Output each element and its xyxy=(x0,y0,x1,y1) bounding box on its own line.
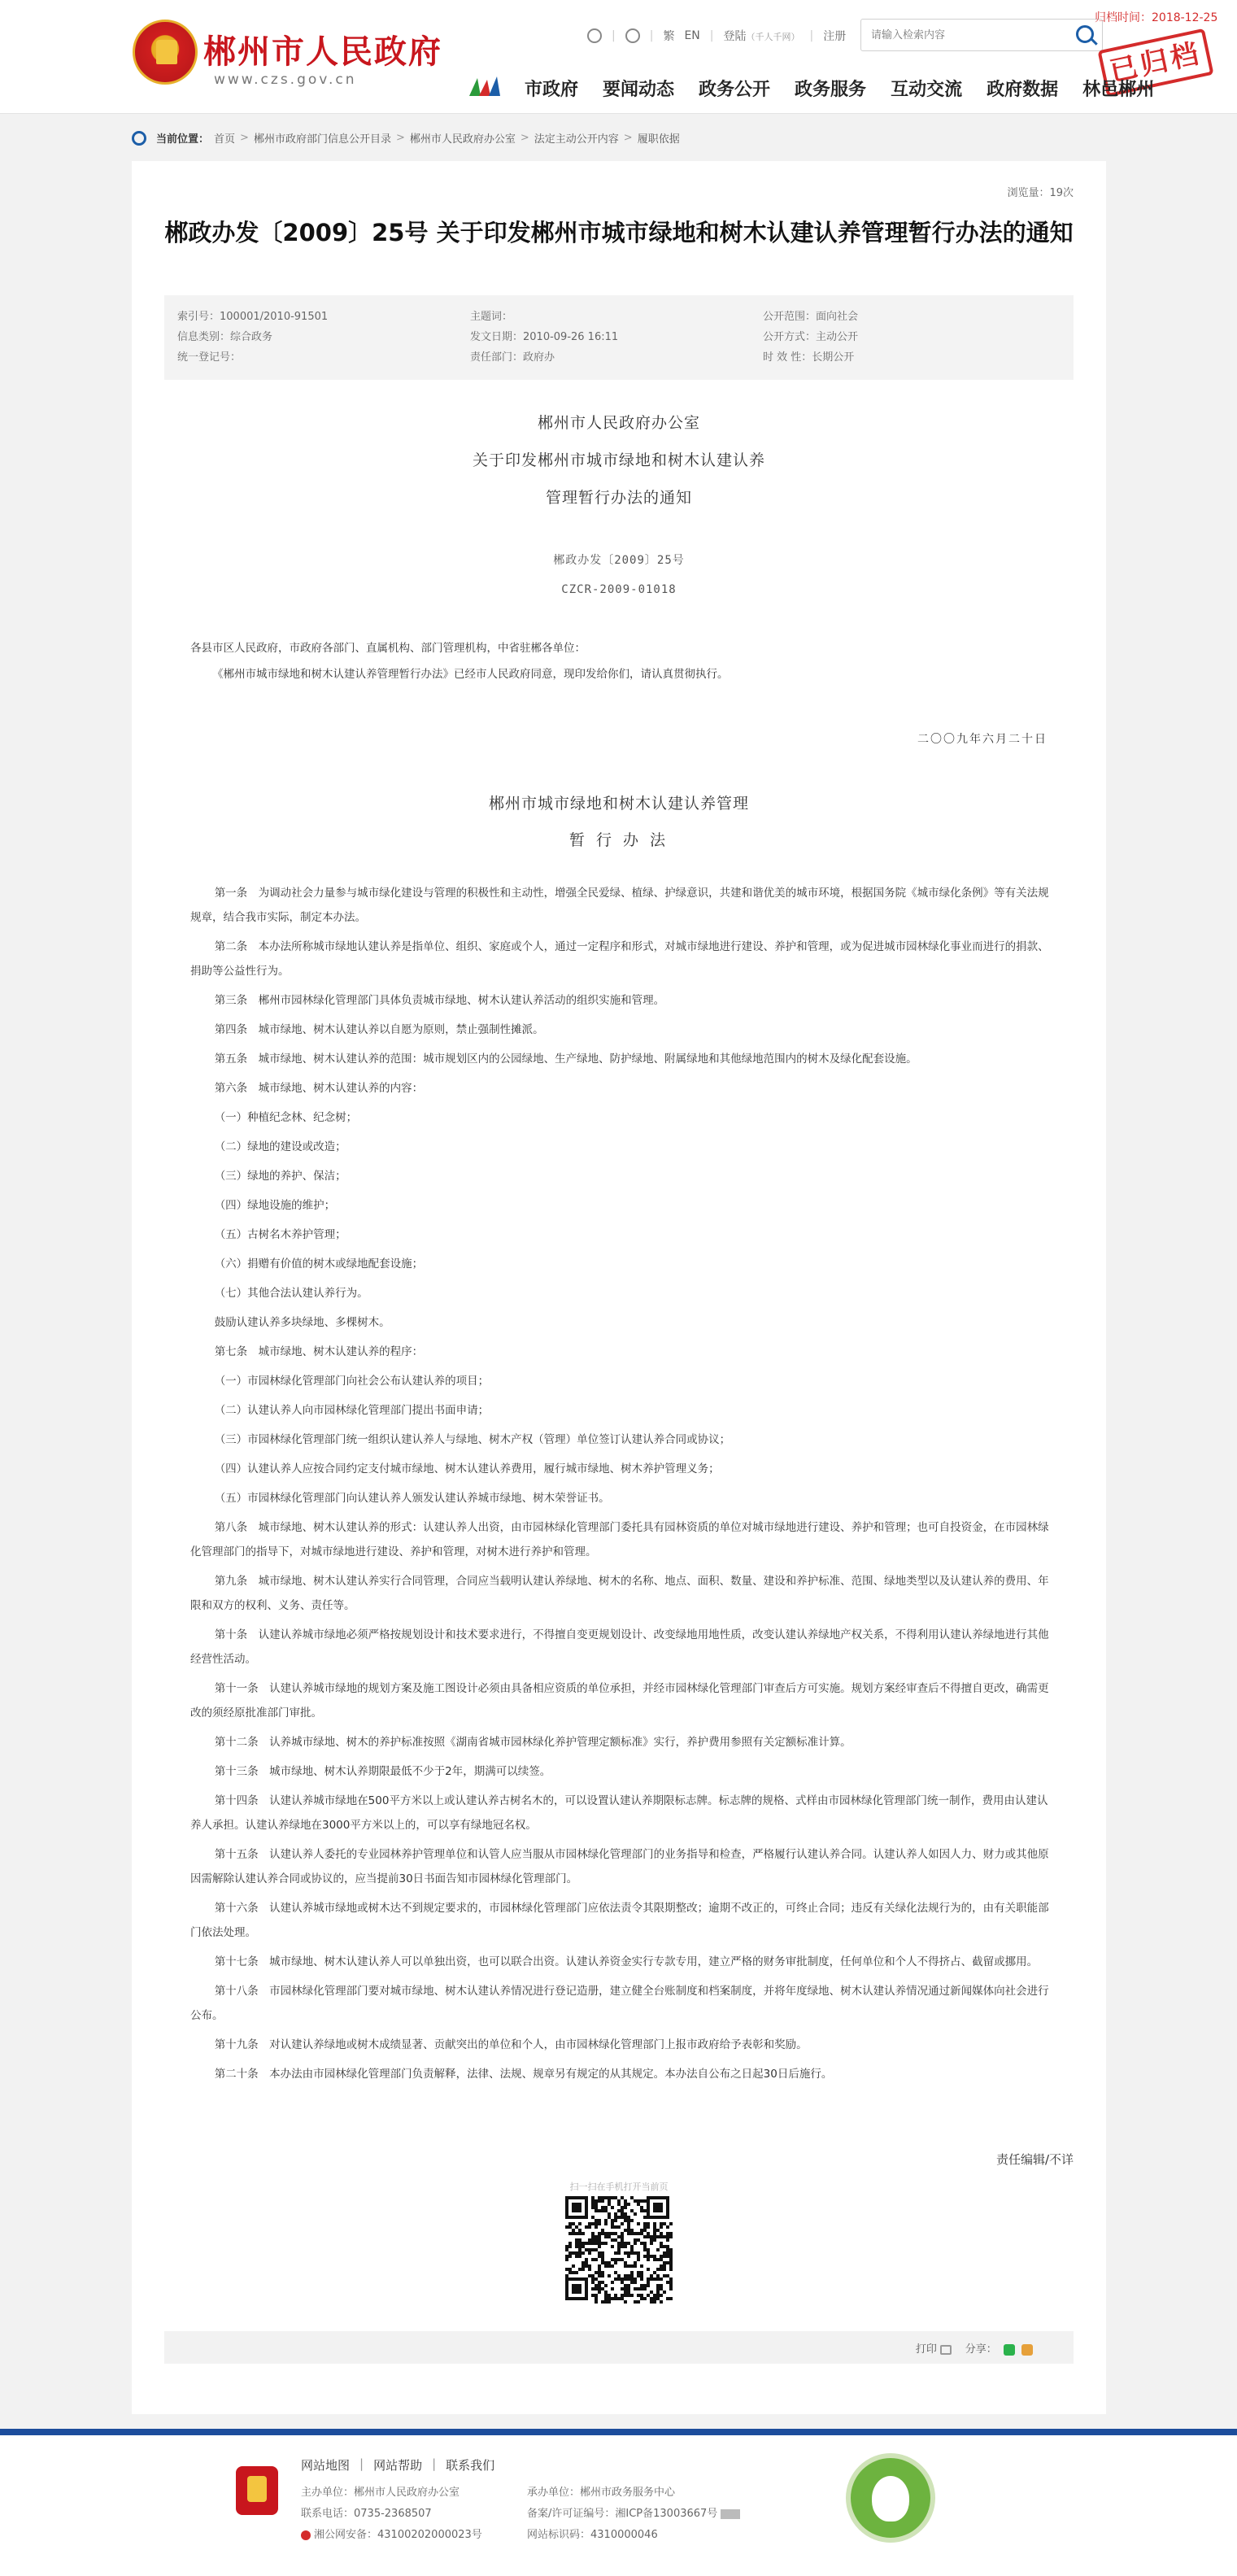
wechat-icon[interactable] xyxy=(1004,2344,1015,2356)
search-icon[interactable] xyxy=(1076,25,1094,43)
search-box xyxy=(860,19,1103,51)
footer-help-link[interactable]: 网站帮助 xyxy=(373,2458,423,2473)
location-icon xyxy=(132,131,146,146)
nav-item-interaction[interactable]: 互动交流 xyxy=(891,80,963,100)
qr-caption: 扫一扫在手机打开当前页 xyxy=(569,2182,669,2192)
clause-paragraph: 第十三条 城市绿地、树木认养期限最低不少于2年，期满可以续签。 xyxy=(214,1765,551,1778)
meta-keywords: 主题词： xyxy=(470,311,513,323)
clause-paragraph: 第十四条 认建认养城市绿地在500平方米以上或认建认养古树名木的，可以设置认建认养期限标志牌。标志牌的规格、式样由市园林绿化管理部门统一制作，费用由认建认养人承担。认建认养绿地在3000平方米以上的，可以享有绿地冠名权。 xyxy=(190,1794,1048,1832)
traditional-chinese-link[interactable]: 繁 xyxy=(663,30,675,43)
meta-category: 信息类别：综合政务 xyxy=(177,331,273,343)
clause-paragraph: 第四条 城市绿地、树木认建认养以自愿为原则，禁止强制性摊派。 xyxy=(214,1023,544,1036)
notice-title-line-1: 关于印发郴州市城市绿地和树木认建认养 xyxy=(472,451,765,469)
clause-paragraph: 第八条 城市绿地、树木认建认养的形式：认建认养人出资，由市园林绿化管理部门委托具有园林资质的单位对城市绿地进行建设、养护和管理；也可自投资金，在市园林绿化管理部门的指导下，对城市绿地进行建设、养护和管理，对树木进行养护和管理。 xyxy=(190,1521,1049,1558)
view-count: 浏览量：19次 xyxy=(1007,187,1074,199)
clause-paragraph: 第二十条 本办法由市园林绿化管理部门负责解释，法律、法规、规章另有规定的从其规定。本办法自公布之日起30日后施行。 xyxy=(214,2068,833,2081)
clause-paragraph: 第十六条 认建认养城市绿地或树木达不到规定要求的，市园林绿化管理部门应依法责令其限期整改；逾期不改正的，可终止合同；违反有关绿化法规行为的，由有关职能部门依法处理。 xyxy=(190,1902,1049,1939)
article-container xyxy=(132,161,1106,2414)
clause-paragraph: 第十二条 认养城市绿地、树木的养护标准按照《湖南省城市园林绿化养护管理定额标准》实行，养护费用参照有关定额标准计算。 xyxy=(214,1736,852,1749)
site-title[interactable]: 郴州市人民政府 xyxy=(203,33,442,71)
main-nav xyxy=(525,76,1178,101)
police-badge-icon xyxy=(301,2530,311,2540)
english-link[interactable]: EN xyxy=(684,29,700,42)
clause-paragraph: （二）认建认养人向市园林绿化管理部门提出书面申请； xyxy=(214,1404,490,1417)
issue-date: 二〇〇九年六月二十日 xyxy=(917,733,1048,746)
page-title: 郴政办发〔2009〕25号 关于印发郴州市城市绿地和树木认建认养管理暂行办法的通知 xyxy=(164,219,1074,246)
breadcrumb-directory[interactable]: 郴州市政府部门信息公开目录 xyxy=(253,133,391,146)
cnnic-icon xyxy=(721,2509,740,2519)
salutation: 各县市区人民政府，市政府各部门、直属机构、部门管理机构，中省驻郴各单位： xyxy=(190,642,586,655)
nav-item-affairs-open[interactable]: 政务公开 xyxy=(699,80,771,100)
nav-logo-icon xyxy=(466,75,507,99)
footer-organizer: 承办单位：郴州市政务服务中心 xyxy=(527,2487,676,2499)
intro-paragraph: 《郴州市城市绿地和树木认建认养管理暂行办法》已经市人民政府同意，现印发给你们，请认真贯彻执行。 xyxy=(212,668,729,681)
footer-site-code: 网站标识码：4310000046 xyxy=(527,2529,658,2541)
weibo-icon[interactable] xyxy=(1021,2344,1033,2356)
breadcrumb-home[interactable]: 首页 xyxy=(214,133,236,146)
archived-stamp: 已归档 xyxy=(1097,28,1213,98)
article-body xyxy=(190,881,1052,2091)
clause-paragraph: （四）绿地设施的维护； xyxy=(214,1199,336,1212)
share-label: 分享： xyxy=(965,2340,1033,2356)
rules-title-line-1: 郴州市城市绿地和树木认建认养管理 xyxy=(488,795,749,813)
clause-paragraph: （三）市园林绿化管理部门统一组织认建认养人与绿地、树木产权（管理）单位签订认建认养合同或协议； xyxy=(214,1433,731,1446)
clause-paragraph: （五）古树名木养护管理； xyxy=(214,1228,346,1241)
meta-issue-date: 发文日期：2010-09-26 16:11 xyxy=(470,331,619,343)
site-footer xyxy=(0,2435,1237,2576)
archive-time: 归档时间：2018-12-25 xyxy=(1095,11,1218,24)
clause-paragraph: （二）绿地的建设或改造； xyxy=(214,1140,346,1153)
clause-paragraph: （三）绿地的养护、保洁； xyxy=(214,1170,346,1183)
clause-paragraph: （六）捐赠有价值的树木或绿地配套设施； xyxy=(214,1257,424,1271)
elderly-mode-icon[interactable] xyxy=(625,28,640,43)
clause-paragraph: 第五条 城市绿地、树木认建认养的范围：城市规划区内的公园绿地、生产绿地、防护绿地、附属绿地和其他绿地范围内的树木及绿化配套设施。 xyxy=(214,1053,917,1066)
clause-paragraph: 第九条 城市绿地、树木认建认养实行合同管理，合同应当载明认建认养绿地、树木的名称、地点、面积、数量、建设和养护标准、范围、绿地类型以及认建认养的费用、年限和双方的权利、义务、责任等。 xyxy=(190,1575,1049,1612)
notice-title-line-2: 管理暂行办法的通知 xyxy=(545,489,692,507)
meta-publish-mode: 公开方式：主动公开 xyxy=(763,331,859,343)
site-url: www.czs.gov.cn xyxy=(214,72,357,88)
clause-paragraph: （一）市园林绿化管理部门向社会公布认建认养的项目； xyxy=(214,1375,490,1388)
nav-item-government[interactable]: 市政府 xyxy=(525,80,579,100)
clause-paragraph: 第十七条 城市绿地、树木认建认养人可以单独出资，也可以联合出资。认建认养资金实行专款专用，建立严格的财务审批制度，任何单位和个人不得挤占、截留或挪用。 xyxy=(214,1955,1039,1968)
footer-contact-link[interactable]: 联系我们 xyxy=(446,2458,495,2473)
clause-paragraph: 第七条 城市绿地、树木认建认养的程序： xyxy=(214,1345,424,1358)
clause-paragraph: （五）市园林绿化管理部门向认建认养人颁发认建认养城市绿地、树木荣誉证书。 xyxy=(214,1492,610,1505)
clause-paragraph: 第十一条 认建认养城市绿地的规划方案及施工图设计必须由具备相应资质的单位承担，并经市园林绿化管理部门审查后方可实施。规划方案经审查后不得擅自更改，确需更改的须经原批准部门审批。 xyxy=(190,1682,1049,1720)
breadcrumb-office[interactable]: 郴州市人民政府办公室 xyxy=(409,133,516,146)
footer-host: 主办单位：郴州市人民政府办公室 xyxy=(301,2487,460,2499)
party-gov-logo-icon[interactable] xyxy=(236,2466,278,2515)
footer-icp: 备案/许可证编号：湘ICP备13003667号 xyxy=(527,2504,740,2525)
meta-validity: 时 效 性：长期公开 xyxy=(763,351,855,364)
footer-info-left xyxy=(301,2482,482,2546)
site-header xyxy=(0,0,1237,114)
search-input[interactable] xyxy=(861,20,1056,50)
nav-item-services[interactable]: 政务服务 xyxy=(795,80,867,100)
top-links: | | 繁 EN | 登陆（千人千网） | 注册 xyxy=(587,28,846,44)
share-bar xyxy=(164,2331,1074,2364)
registration-number: CZCR-2009-01018 xyxy=(561,583,677,596)
civilized-website-badge-icon[interactable] xyxy=(846,2453,935,2543)
clause-paragraph: 第三条 郴州市园林绿化管理部门具体负责城市绿地、树木认建认养活动的组织实施和管理。 xyxy=(214,994,665,1007)
meta-index-no: 索引号：100001/2010-91501 xyxy=(177,311,329,323)
issuer: 郴州市人民政府办公室 xyxy=(537,414,700,432)
meta-department: 责任部门：政府办 xyxy=(470,351,555,364)
nav-item-linyi[interactable]: 林邑郴州 xyxy=(1082,80,1155,100)
clause-paragraph: （一）种植纪念林、纪念树； xyxy=(214,1111,358,1124)
nav-item-news[interactable]: 要闻动态 xyxy=(603,80,675,100)
meta-registration-no: 统一登记号： xyxy=(177,351,242,364)
breadcrumb-duty-basis[interactable]: 履职依据 xyxy=(637,133,680,146)
footer-police: 湘公网安备：43100202000023号 xyxy=(301,2525,482,2546)
footer-info-right xyxy=(527,2482,740,2546)
clause-paragraph: 第十五条 认建认养人委托的专业园林养护管理单位和认管人应当服从市园林绿化管理部门的业务指导和检查，严格履行认建认养合同。认建认养人如因人力、财力或其他原因需解除认建认养合同或协议的，应当提前30日书面告知市园林绿化管理部门。 xyxy=(190,1848,1049,1885)
footer-phone: 联系电话：0735-2368507 xyxy=(301,2508,432,2520)
breadcrumb-legal-content[interactable]: 法定主动公开内容 xyxy=(534,133,619,146)
barrier-free-icon[interactable] xyxy=(587,28,602,43)
login-link[interactable]: 登陆（千人千网） xyxy=(723,30,800,43)
clause-paragraph: 第十条 认建认养城市绿地必须严格按规划设计和技术要求进行，不得擅自变更规划设计、改变绿地用地性质，改变认建认养绿地产权关系，不得利用认建认养绿地进行其他经营性活动。 xyxy=(190,1628,1049,1666)
breadcrumb: 当前位置： 首页 > 郴州市政府部门信息公开目录 > 郴州市人民政府办公室 > 法定主动公开内容 > 履职依据 xyxy=(132,130,680,146)
rules-title-line-2: 暂 行 办 法 xyxy=(568,831,669,849)
breadcrumb-label: 当前位置： xyxy=(156,133,210,146)
clause-paragraph: 第十九条 对认建认养绿地或树木成绩显著、贡献突出的单位和个人，由市园林绿化管理部门上报市政府给予表彰和奖励。 xyxy=(214,2038,808,2051)
clause-paragraph: 第十八条 市园林绿化管理部门要对城市绿地、树木认建认养情况进行登记造册，建立健全台账制度和档案制度，并将年度绿地、树木认建认养情况通过新闻媒体向社会进行公布。 xyxy=(190,1985,1049,2022)
clause-paragraph: 鼓励认建认养多块绿地、多棵树木。 xyxy=(214,1316,390,1329)
document-number: 郴政办发〔2009〕25号 xyxy=(553,554,685,567)
clause-paragraph: 第六条 城市绿地、树木认建认养的内容： xyxy=(214,1082,424,1095)
meta-scope: 公开范围：面向社会 xyxy=(763,311,859,323)
clause-paragraph: 第二条 本办法所称城市绿地认建认养是指单位、组织、家庭或个人，通过一定程序和形式，对城市绿地进行建设、养护和管理，或为促进城市园林绿化事业而进行的捐款、捐助等公益性行为。 xyxy=(190,940,1049,978)
printer-icon xyxy=(940,2345,952,2355)
responsible-editor: 责任编辑/不详 xyxy=(995,2152,1074,2167)
clause-paragraph: （七）其他合法认建认养行为。 xyxy=(214,1287,368,1300)
national-emblem-icon xyxy=(133,20,198,85)
document-meta xyxy=(164,295,1074,380)
footer-divider xyxy=(0,2429,1237,2435)
register-link[interactable]: 注册 xyxy=(823,30,847,43)
qr-code-icon xyxy=(565,2196,673,2304)
clause-paragraph: （四）认建认养人应按合同约定支付城市绿地、树木认建认养费用，履行城市绿地、树木养护管理义务； xyxy=(214,1462,720,1475)
footer-links: 网站地图 | 网站帮助 | 联系我们 xyxy=(301,2456,495,2473)
footer-sitemap-link[interactable]: 网站地图 xyxy=(301,2458,351,2473)
clause-paragraph: 第一条 为调动社会力量参与城市绿化建设与管理的积极性和主动性，增强全民爱绿、植绿、护绿意识，共建和谐优美的城市环境，根据国务院《城市绿化条例》等有关法规规章，结合我市实际，制定本办法。 xyxy=(190,887,1049,924)
nav-item-data[interactable]: 政府数据 xyxy=(987,80,1059,100)
print-button[interactable]: 打印 xyxy=(916,2340,952,2356)
